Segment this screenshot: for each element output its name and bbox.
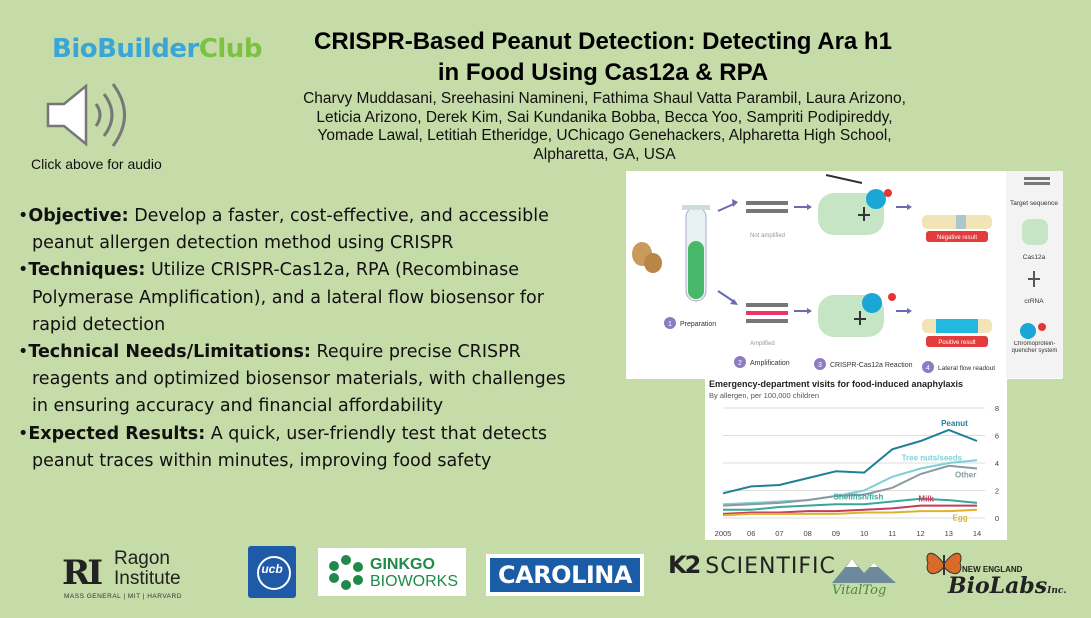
carolina-logo (486, 554, 644, 596)
k2-scientific-logo (668, 551, 836, 579)
neb-biolabs-text: BioLabsInc. (948, 573, 1067, 599)
legend-cas12a: Cas12a (1022, 254, 1046, 261)
not-amplified-label: Not amplified (750, 233, 786, 239)
bullet-heading: Techniques: (28, 260, 146, 281)
neb-logo (920, 545, 1067, 605)
k2-text: SCIENTIFIC (705, 554, 836, 579)
bullet-heading: Technical Needs/Limitations: (28, 342, 311, 363)
step-number: 4 (926, 365, 930, 372)
bullet-text: reagents and optimized biosensor materials, with challenges (32, 369, 566, 390)
x-tick-label: 09 (831, 529, 841, 538)
ragon-affiliations: MASS GENERAL | MIT | HARVARD (64, 593, 182, 600)
peanut-icon (632, 242, 662, 273)
bullet-needs: •Technical Needs/Limitations: Require precise CRISPR reagents and optimized biosensor materials, with challenges in ensuring accuracy and financial affordability (18, 342, 566, 417)
y-tick-label: 0 (994, 514, 1000, 523)
series-label: Peanut (941, 419, 968, 429)
ginkgo-text: GINKGO BIOWORKS (370, 556, 459, 590)
authors-line-1: Charvy Muddasani, Sreehasini Namineni, Fathima Shaul Vatta Parambil, Laura Arizono, (303, 90, 906, 107)
vitaltog-logo (830, 553, 900, 603)
legend-quencher: Chromoprotein-quencher system (1011, 341, 1058, 354)
legend-target: Target sequence (1009, 200, 1059, 207)
bullet-text: peanut allergen detection method using CRISPR (32, 233, 454, 254)
authors (272, 90, 937, 164)
bullet-techniques: •Techniques: Utilize CRISPR-Cas12a, RPA (Recombinase Polymerase Amplification), and a lateral flow biosensor for rapid detection (18, 260, 544, 335)
x-tick-label: 06 (747, 529, 756, 538)
chart-title: Emergency-department visits for food-induced anaphylaxis (709, 379, 964, 389)
poster-title (258, 26, 948, 88)
y-tick-label: 8 (994, 404, 1000, 413)
series-label: Shellfish/fish (833, 492, 884, 502)
audio-caption: Click above for audio (31, 156, 162, 172)
negative-result-label: Negative result (936, 235, 978, 241)
carolina-text: CAROLINA (490, 558, 640, 592)
y-tick-label: 4 (994, 459, 1000, 468)
step-lateral-flow: Lateral flow readout (938, 365, 996, 372)
mountain-icon (830, 553, 900, 587)
ginkgo-bioworks-logo (318, 548, 466, 596)
x-tick-label: 10 (859, 529, 869, 538)
legend-crrna: crRNA (1024, 298, 1044, 305)
crispr-workflow-diagram (626, 171, 1062, 379)
test-tube-icon (682, 205, 710, 301)
series-label: Milk (918, 494, 934, 504)
bullet-text: Develop a faster, cost-effective, and accessible (128, 206, 549, 226)
step-number: 2 (738, 360, 742, 367)
amplified-label: Amplified (750, 341, 775, 347)
bullet-text: Utilize CRISPR-Cas12a, RPA (Recombinase (145, 260, 519, 281)
series-label: Egg (952, 513, 968, 523)
bullet-heading: Objective: (28, 206, 129, 226)
sponsor-bar (0, 543, 1091, 618)
step-amplification: Amplification (750, 360, 790, 367)
positive-result-label: Positive result (938, 340, 976, 346)
ucb-text: ucb (261, 562, 283, 576)
x-tick-label: 14 (972, 529, 982, 538)
x-tick-label: 2005 (714, 529, 732, 538)
authors-line-3: Yomade Lawal, Letitiah Etheridge, UChicago Genehackers, Alpharetta High School, (317, 127, 892, 144)
bullet-text: peanut traces within minutes, improving food safety (32, 450, 492, 471)
x-tick-label: 07 (775, 529, 784, 538)
ragon-name: Ragon Institute (114, 548, 181, 589)
bullet-objective: •Objective: Develop a faster, cost-effective, and accessible peanut allergen detection method using CRISPR (18, 206, 549, 254)
authors-line-4: Alpharetta, GA, USA (533, 145, 676, 163)
bullet-text: Require precise CRISPR (310, 342, 521, 363)
neb-top-text: NEW ENGLAND (962, 565, 1023, 574)
ucb-logo (248, 546, 296, 598)
step-number: 1 (668, 321, 672, 328)
step-preparation: Preparation (680, 321, 717, 328)
bullet-heading: Expected Results: (28, 423, 206, 444)
series-label: Tree nuts/seeds (901, 453, 963, 463)
diagram-legend (1006, 171, 1063, 378)
speaker-icon[interactable] (42, 80, 134, 150)
bullet-text: in ensuring accuracy and financial affordability (32, 396, 444, 417)
ginkgo-leaf-icon (328, 554, 364, 590)
title-line-2: in Food Using Cas12a & RPA (437, 59, 769, 86)
bullet-text: rapid detection (32, 314, 166, 335)
chart-subtitle: By allergen, per 100,000 children (709, 391, 820, 400)
title-line-1: CRISPR-Based Peanut Detection: Detecting Ara h1 (314, 28, 892, 55)
bullet-text: Polymerase Amplification), and a lateral flow biosensor for (32, 287, 544, 308)
logo-part-1: BioBuilder (52, 34, 199, 64)
bullet-results: •Expected Results: A quick, user-friendly test that detects peanut traces within minutes, improving food safety (18, 423, 547, 471)
step-crispr-reaction: CRISPR-Cas12a Reaction (830, 362, 913, 369)
x-tick-label: 13 (944, 529, 953, 538)
step-number: 3 (818, 362, 822, 369)
anaphylaxis-chart (705, 378, 1007, 540)
ragon-mark: RI (62, 553, 101, 593)
bullet-list (18, 203, 618, 475)
x-tick-label: 11 (888, 529, 897, 538)
x-tick-label: 08 (803, 529, 812, 538)
logo-part-2: Club (198, 34, 262, 64)
x-tick-label: 12 (916, 529, 925, 538)
y-tick-label: 6 (994, 431, 1000, 441)
authors-line-2: Leticia Arizono, Derek Kim, Sai Kundanika Bobba, Becca Yoo, Sampriti Podipireddy, (316, 108, 893, 126)
biobuilder-club-logo (52, 34, 262, 64)
bullet-text: A quick, user-friendly test that detects (205, 423, 547, 444)
series-label: Other (955, 470, 977, 480)
y-tick-label: 2 (994, 486, 1000, 496)
vitaltog-text: VitalTog (832, 583, 887, 598)
k2-mark: K2 (668, 551, 700, 579)
